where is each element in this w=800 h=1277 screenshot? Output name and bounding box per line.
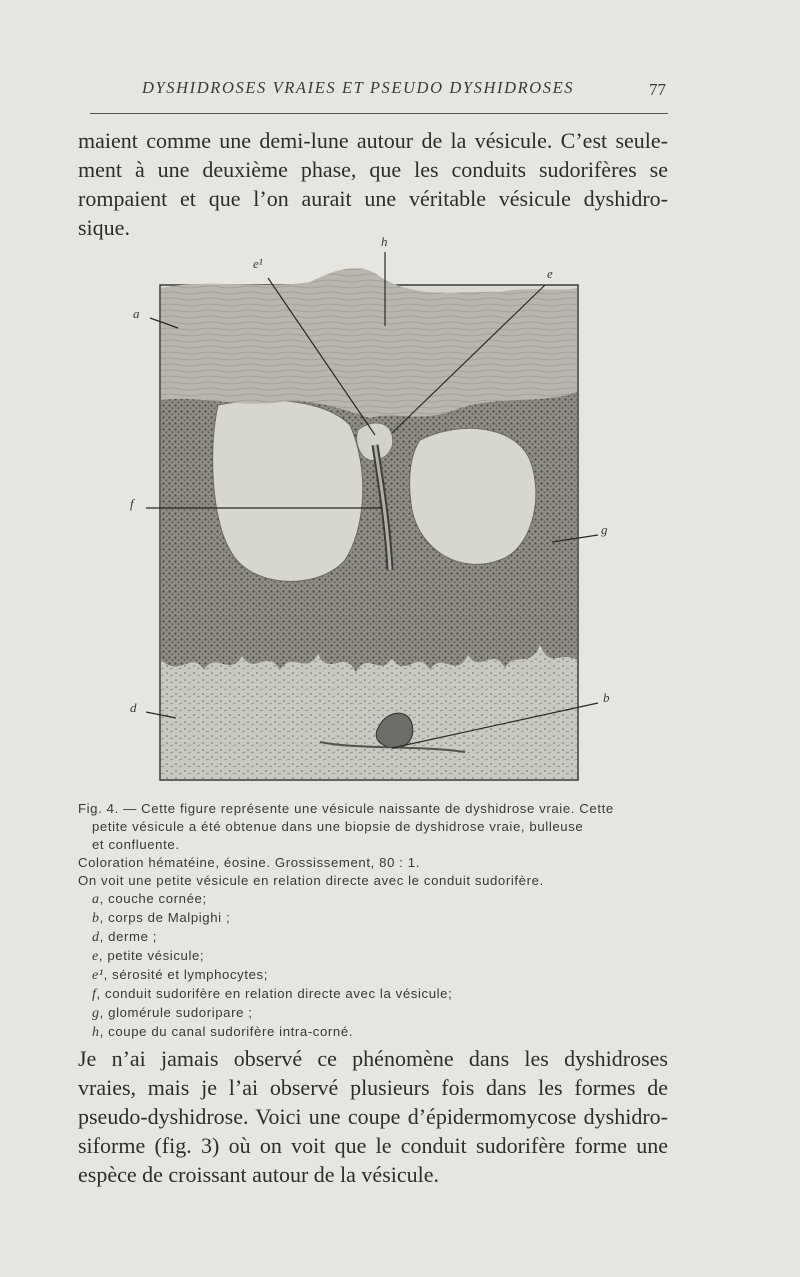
label-e1: e¹ <box>253 256 263 271</box>
text-line: espèce de croissant autour de la vésicule. <box>78 1162 440 1187</box>
caption-line: petite vésicule a été obtenue dans une biopsie de dyshidrose vraie, bulleuse <box>92 819 584 834</box>
paragraph-bottom <box>78 1044 668 1189</box>
text-line: siforme (fig. 3) où on voit que le conduit sudorifère forme une <box>78 1133 668 1158</box>
legend-item <box>78 985 672 1004</box>
label-a: a <box>133 306 140 321</box>
legend-text: , couche cornée; <box>99 891 207 906</box>
header-rule <box>90 113 668 114</box>
caption-line: Fig. 4. — Cette figure représente une vésicule naissante de dyshidrose vraie. Cette <box>78 801 614 816</box>
legend-key: h <box>92 1025 100 1040</box>
label-b: b <box>603 690 610 705</box>
text-line: ment à une deuxième phase, que les conduits sudorifères se <box>78 157 668 182</box>
legend-key: a <box>92 892 100 907</box>
text-line: vraies, mais je l’ai observé plusieurs fois dans les formes de <box>78 1075 668 1100</box>
label-g: g <box>601 522 608 537</box>
legend-text: , coupe du canal sudorifère intra-corné. <box>99 1024 354 1039</box>
legend-item <box>78 1004 672 1023</box>
running-title: DYSHIDROSES VRAIES ET PSEUDO DYSHIDROSES <box>142 78 575 97</box>
legend-item <box>78 909 672 928</box>
legend-text: , glomérule sudoripare ; <box>99 1005 253 1020</box>
label-h: h <box>381 234 388 249</box>
text-line: Je n’ai jamais observé ce phénomène dans les dyshidroses <box>78 1046 668 1071</box>
page-number: 77 <box>649 80 666 99</box>
legend-item <box>78 966 672 985</box>
histology-illustration <box>120 230 620 790</box>
text-line: sique. <box>78 215 130 240</box>
legend-text: , sérosité et lymphocytes; <box>103 967 269 982</box>
text-line: rompaient et que l’on aurait une véritable vésicule dyshidro- <box>78 186 668 211</box>
histology-figure <box>120 230 620 790</box>
running-head <box>90 78 670 106</box>
legend-item <box>78 947 672 966</box>
legend-key: g <box>92 1006 100 1021</box>
vesicle-left <box>213 400 363 581</box>
legend-item <box>78 890 672 909</box>
legend-item <box>78 1023 672 1042</box>
legend-text: , derme ; <box>99 929 158 944</box>
legend-text: , petite vésicule; <box>98 948 205 963</box>
label-e: e <box>547 266 553 281</box>
caption-line: On voit une petite vésicule en relation directe avec le conduit sudorifère. <box>78 873 544 888</box>
figure-caption <box>78 800 672 1042</box>
legend-key: b <box>92 911 100 926</box>
legend-key: e <box>92 949 99 964</box>
label-d: d <box>130 700 137 715</box>
text-line: pseudo-dyshidrose. Voici une coupe d’épidermomycose dyshidro- <box>78 1104 668 1129</box>
legend-text: , conduit sudorifère en relation directe avec la vésicule; <box>96 986 453 1001</box>
dermis-layer <box>161 650 577 779</box>
legend-item <box>78 928 672 947</box>
label-f: f <box>130 496 134 511</box>
caption-line: et confluente. <box>92 837 180 852</box>
horny-layer <box>161 268 577 418</box>
paragraph-top <box>78 126 668 242</box>
text-line: maient comme une demi-lune autour de la vésicule. C’est seule- <box>78 128 668 153</box>
caption-line: Coloration hématéine, éosine. Grossissement, 80 : 1. <box>78 855 421 870</box>
legend-text: , corps de Malpighi ; <box>99 910 231 925</box>
legend-key: f <box>92 987 97 1002</box>
legend-key: d <box>92 930 100 945</box>
legend-key: e¹ <box>92 968 104 983</box>
